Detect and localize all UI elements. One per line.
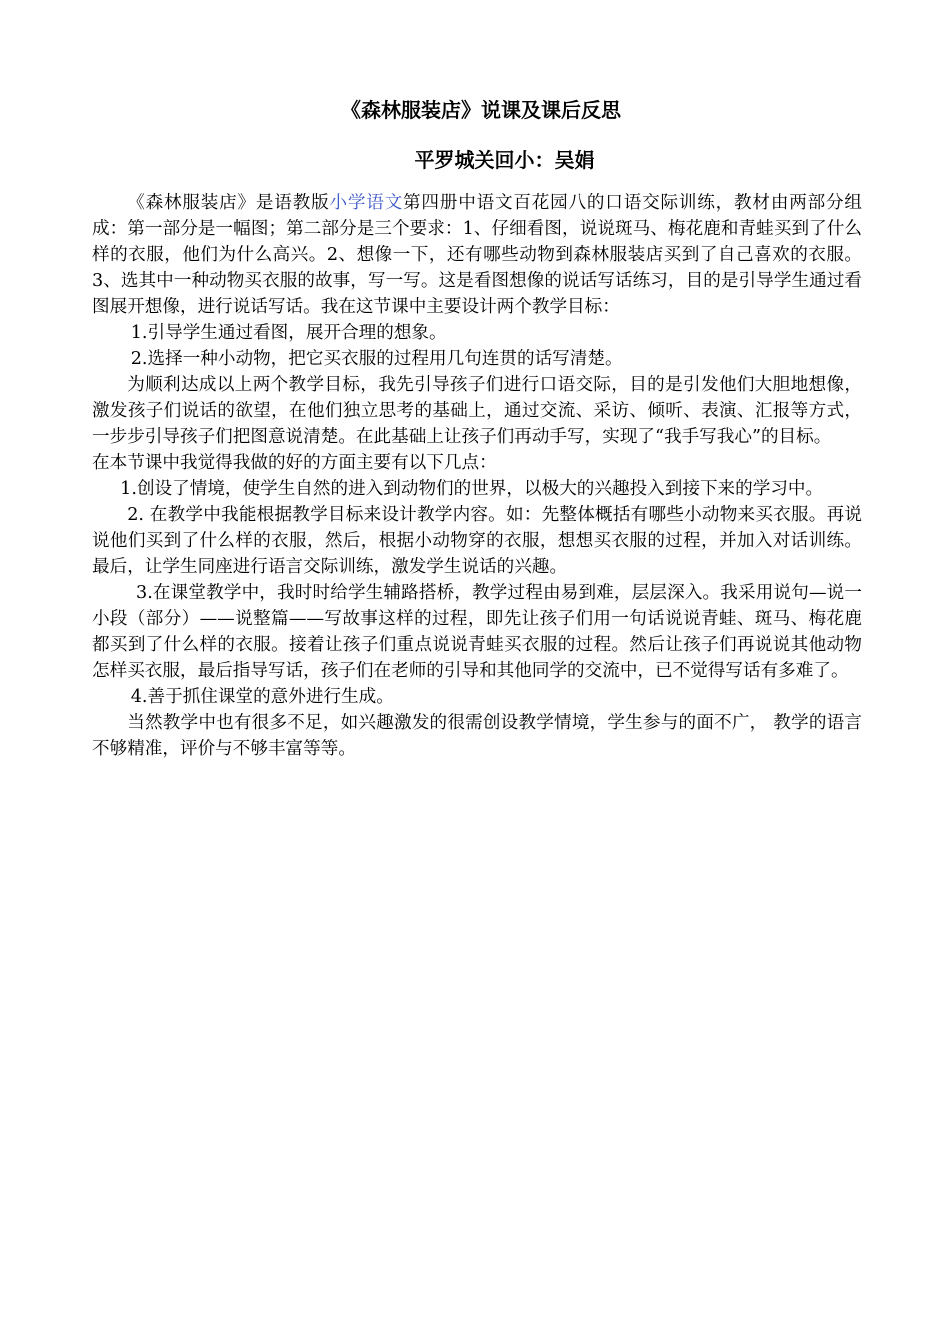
shortcomings-paragraph: 当然教学中也有很多不足，如兴趣激发的很需创设教学情境，学生参与的面不广， 教学的语言不够精准，评价与不够丰富等等。: [92, 713, 862, 759]
goal-1: 1.引导学生通过看图，展开合理的想象。: [130, 323, 447, 343]
strength-point-1: 1.创设了情境，使学生自然的进入到动物们的世界，以极大的兴趣投入到接下来的学习中。: [120, 479, 824, 499]
strength-point-2: 2. 在教学中我能根据教学目标来设计教学内容。如：先整体概括有哪些小动物来买衣服。再说说他们买到了什么样的衣服，然后，根据小动物穿的衣服，想想买衣服的过程，并加入对话训练。最后，让学生同座进行语言交际训练，激发学生说话的兴趣。: [92, 505, 862, 577]
strength-point-4: 4.善于抓住课堂的意外进行生成。: [130, 687, 394, 707]
document-author: 平罗城关回小：吴娟: [414, 148, 595, 172]
method-paragraph: 为顺利达成以上两个教学目标，我先引导孩子们进行口语交际，目的是引发他们大胆地想像，激发孩子们说话的欲望，在他们独立思考的基础上，通过交流、采访、倾听、表演、汇报等方式，一步步引导孩子们把图意说清楚。在此基础上让孩子们再动手写，实现了“我手写我心”的目标。: [92, 375, 862, 447]
goal-2: 2.选择一种小动物，把它买衣服的过程用几句连贯的话写清楚。: [130, 349, 623, 369]
document-body: [92, 190, 862, 762]
document-page: [92, 96, 862, 762]
strengths-intro: 在本节课中我觉得我做的好的方面主要有以下几点：: [92, 453, 497, 473]
intro-text-start: 《森林服装店》是语教版: [127, 193, 330, 213]
document-title: 《森林服装店》说课及课后反思: [341, 98, 621, 122]
intro-text-end: 第四册中语文百花园八的口语交际训练，教材由两部分组成：第一部分是一幅图；第二部分是三个要求：1、仔细看图，说说斑马、梅花鹿和青蛙买到了什么样的衣服，他们为什么高兴。2、想像一下，还有哪些动物到森林服装店买到了自己喜欢的衣服。3、选其中一种动物买衣服的故事，写一写。这是看图想像的说话写话练习，目的是引导学生通过看图展开想像，进行说话写话。我在这节课中主要设计两个教学目标：: [92, 193, 862, 317]
chinese-link[interactable]: 小学语文: [329, 193, 404, 213]
intro-paragraph: [92, 190, 862, 320]
strength-point-3: 3.在课堂教学中，我时时给学生辅路搭桥，教学过程由易到难，层层深入。我采用说句—说一小段（部分）——说整篇——写故事这样的过程，即先让孩子们用一句话说说青蛙、斑马、梅花鹿都买到了什么样的衣服。接着让孩子们重点说说青蛙买衣服的过程。然后让孩子们再说说其他动物怎样买衣服，最后指导写话，孩子们在老师的引导和其他同学的交流中，已不觉得写话有多难了。: [92, 583, 862, 681]
